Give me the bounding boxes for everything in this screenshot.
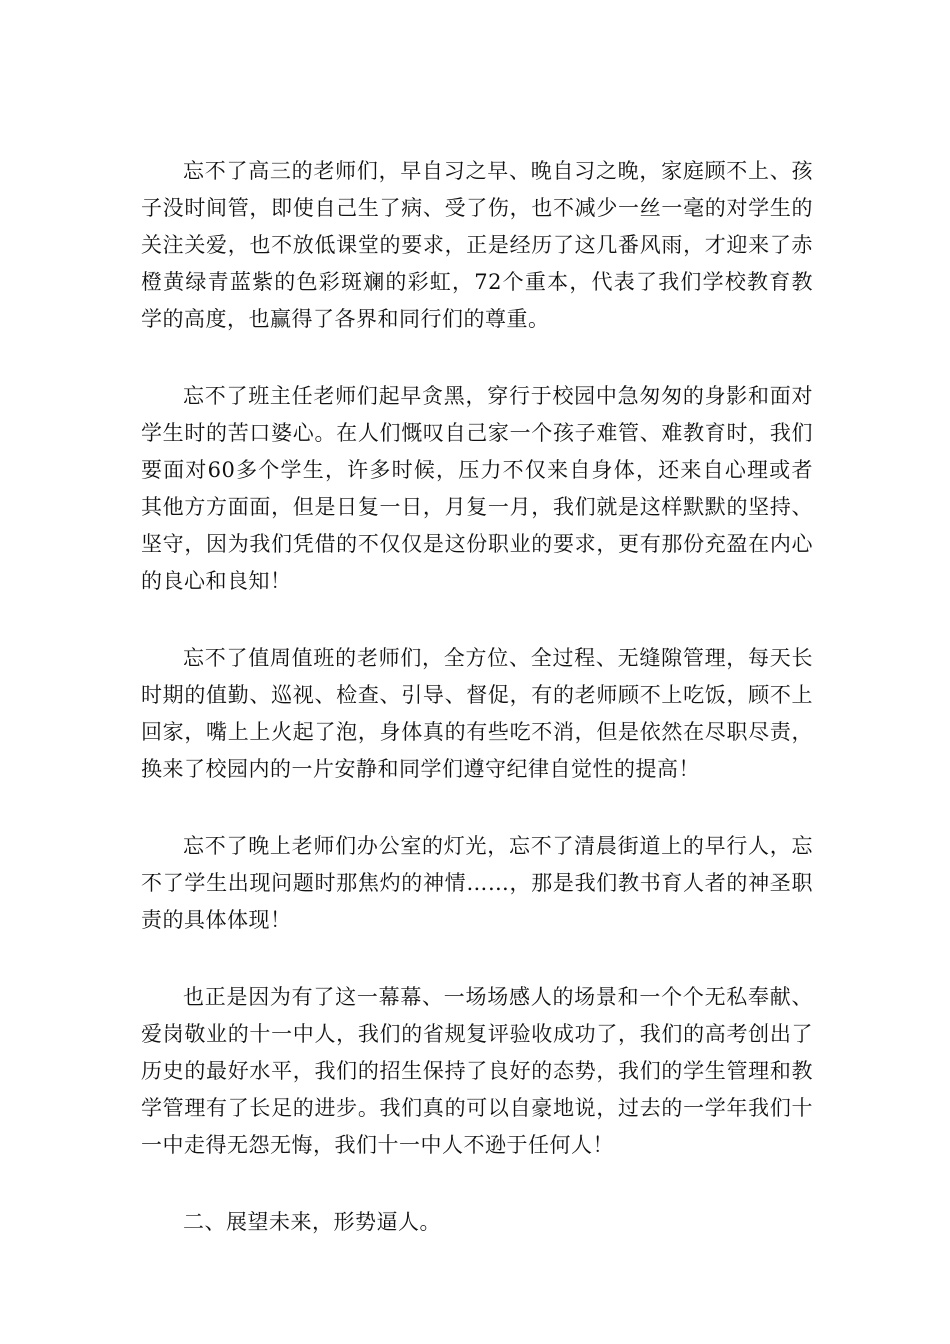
section-heading-outlook: 二、展望未来，形势逼人。 [183,1210,441,1234]
paragraph-head-teachers: 忘不了班主任老师们起早贪黑，穿行于校园中急匆匆的身影和面对学生时的苦口婆心。在人们慨叹自己家一个孩子难管、难教育时，我们要面对60多个学生，许多时候，压力不仅来自身体，还来自心理或者其他方方面面，但是日复一日，月复一月，我们就是这样默默的坚持、坚守，因为我们凭借的不仅仅是这份职业的要求，更有那份充盈在内心的良心和良知！ [141,384,813,593]
document-body [141,153,813,1241]
paragraph-teachers-senior-three: 忘不了高三的老师们，早自习之早、晚自习之晚，家庭顾不上、孩子没时间管，即使自己生了病、受了伤，也不减少一丝一毫的对学生的关注关爱，也不放低课堂的要求，正是经历了这几番风雨，才迎来了赤橙黄绿青蓝紫的色彩斑斓的彩虹，72个重本，代表了我们学校教育教学的高度，也赢得了各界和同行们的尊重。 [141,159,813,331]
paragraph-office-lights: 忘不了晚上老师们办公室的灯光，忘不了清晨街道上的早行人，忘不了学生出现问题时那焦灼的神情……，那是我们教书育人者的神圣职责的具体体现！ [141,834,813,932]
paragraph-achievements: 也正是因为有了这一幕幕、一场场感人的场景和一个个无私奉献、爱岗敬业的十一中人，我们的省规复评验收成功了，我们的高考创出了历史的最好水平，我们的招生保持了良好的态势，我们的学生管理和教学管理有了长足的进步。我们真的可以自豪地说，过去的一学年我们十一中走得无怨无悔，我们十一中人不逊于任何人！ [141,985,813,1157]
paragraph-duty-teachers: 忘不了值周值班的老师们，全方位、全过程、无缝隙管理，每天长时期的值勤、巡视、检查、引导、督促，有的老师顾不上吃饭，顾不上回家，嘴上上火起了泡，身体真的有些吃不消，但是依然在尽职尽责，换来了校园内的一片安静和同学们遵守纪律自觉性的提高！ [141,646,813,781]
